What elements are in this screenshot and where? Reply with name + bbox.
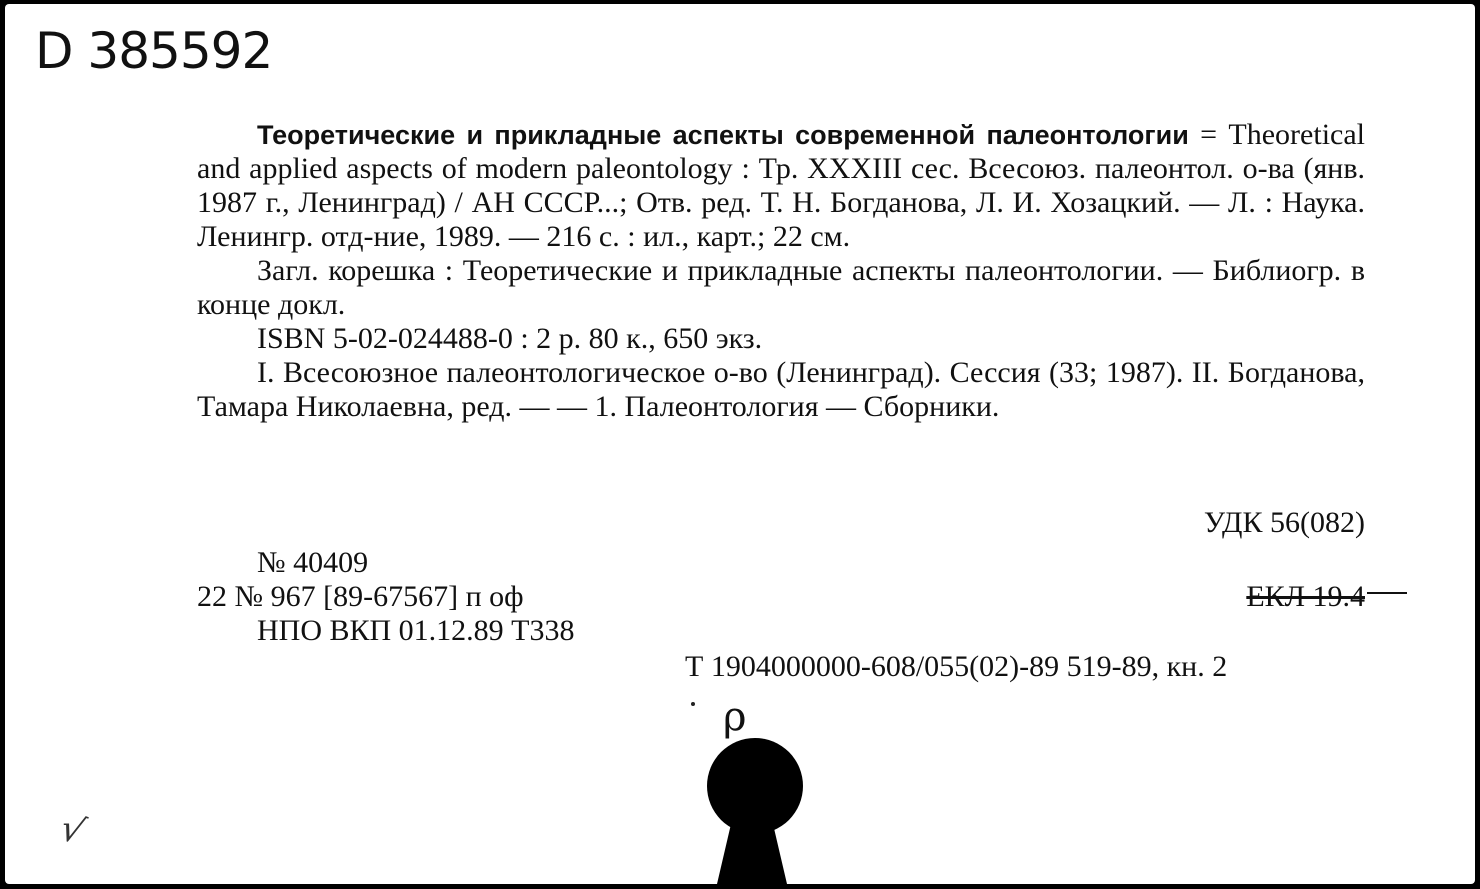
main-entry: [197, 118, 1365, 254]
handwritten-mark: ρ: [723, 694, 747, 740]
ink-dot: [691, 702, 695, 706]
title-rest: = Theoretical and applied aspects of modern paleontology : Тр. XXXIII сес. Всесоюз. палеонтол. о-ва (янв. 1987 г., Ленинград) / АН СССР...; Отв. ред. Т. Н. Богданова, Л. И. Хозацкий. — Л. : Наука. Ленингр. отд-ние, 1989. — 216 с. : ил., карт.; 22 см.: [197, 118, 1365, 253]
index-line: Т 1904000000-608/055(02)-89 519-89, кн. 2: [685, 650, 1228, 683]
title-ru: Теоретические и прикладные аспекты современной палеонтологии: [257, 120, 1189, 150]
ekl-strike-tail: [1367, 592, 1407, 594]
pencil-mark: √: [55, 807, 90, 854]
record-number: № 40409: [257, 546, 369, 579]
punch-hole: [707, 738, 803, 834]
subject-headings: I. Всесоюзное палеонтологическое о-во (Ленинград). Сессия (33; 1987). II. Богданова, Тамара Николаевна, ред. — — 1. Палеонтология — Сборники.: [197, 356, 1365, 423]
printer-line: НПО ВКП 01.12.89 Т338: [257, 614, 575, 647]
bibliographic-description: [197, 118, 1365, 424]
record-info: [197, 546, 575, 648]
ekl-code: ЕКЛ 19.4: [1246, 580, 1365, 613]
call-number: D 385592: [35, 22, 273, 80]
udk-code: УДК 56(082): [1203, 506, 1365, 539]
catalog-card: [5, 4, 1475, 884]
spine-title-note: Загл. корешка : Теоретические и прикладные аспекты палеонтологии. — Библиогр. в конце докл.: [197, 254, 1365, 321]
isbn-note: ISBN 5-02-024488-0 : 2 р. 80 к., 650 экз.: [257, 322, 763, 355]
punch-hole-notch: [717, 824, 787, 884]
order-line: 22 № 967 [89-67567] п оф: [197, 580, 524, 613]
